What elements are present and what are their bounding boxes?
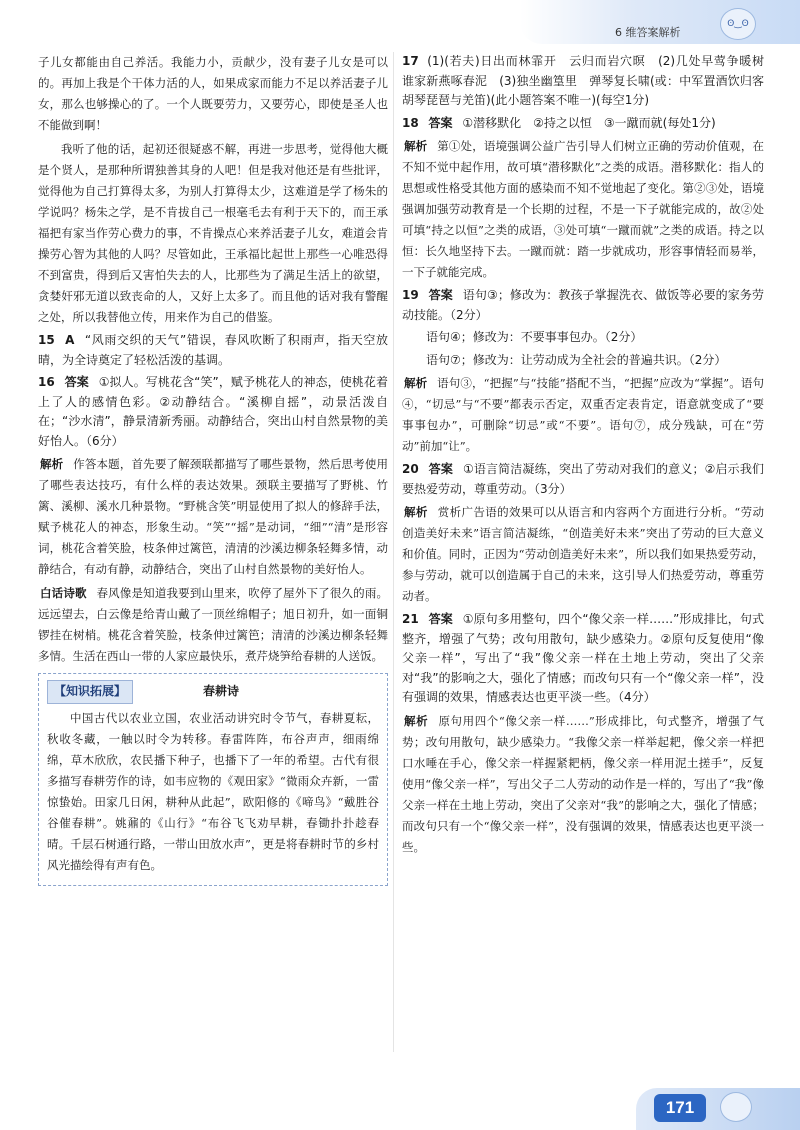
answer-line-3: 语句⑦；修改为：让劳动成为全社会的普遍共识。（2分） xyxy=(426,352,727,367)
question-17 xyxy=(402,52,777,111)
analysis-text: 赏析广告语的效果可以从语言和内容两个方面进行分析。“劳动创造美好未来”语言简洁凝练，“创造美好未来”突出了劳动的巨大意义和价值。同时，正因为“劳动创造美好未来”，所以我们如果热爱劳动，参与劳动，就可以创造属于自己的未来，这引导人们热爱劳动，尊重劳动者。 xyxy=(402,505,764,603)
question-19 xyxy=(402,286,764,325)
question-18 xyxy=(402,114,764,134)
question-16 xyxy=(38,373,388,451)
analysis-tag: 解析 xyxy=(404,376,428,390)
knowledge-tag: 【知识拓展】 xyxy=(47,680,133,704)
right-column xyxy=(402,52,777,861)
question-number: 17 xyxy=(402,54,419,68)
answer-tag: 答案 xyxy=(428,288,453,302)
analysis-text: 原句用四个“像父亲一样……”形成排比，句式整齐，增强了气势；改句用散句，缺少感染力。“我像父亲一样举起耙，像父亲一样把口水唾在手心，像父亲一样握紧耙柄，像父亲一样用泥土搓手”，反复使用“像父亲一样”，写出父子二人劳动的动作是一样的，写出了“我”像父亲一样在土地上劳动，突出了父亲对“我”的影响之大，强化了情感；而改句只有一个“像父亲一样”，没有强调的效果，情感表达也更平淡一些。 xyxy=(402,713,764,854)
answer-tag: 答案 xyxy=(64,375,89,389)
question-text: ①潜移默化 ②持之以恒 ③一蹴而就(每处1分) xyxy=(462,115,716,130)
answer-tag: 答案 xyxy=(428,612,453,626)
question-text: (1)(若夫)日出而林霏开 云归而岩穴暝 (2)几处早莺争暖树 谁家新燕啄春泥 (3)独坐幽篁里 弹琴复长啸(或：中军置酒饮归客 胡琴琵琶与羌笛)(此小题答案不唯一)(每空1分) xyxy=(402,54,777,107)
question-number: 20 xyxy=(402,462,419,476)
analysis-text: 作答本题，首先要了解颈联都描写了哪些景物，然后思考使用了哪些表达技巧，有什么样的表达效果。颈联主要描写了野桃、竹篱、溪柳、溪水几种景物。“野桃含笑”明显使用了拟人的修辞手法，赋予桃花人的神态，形象生动。“笑”“摇”是动词，“细”“清”是形容词，桃花含着笑脸，枝条伸过篱笆，清清的沙溪边柳条轻舞多情，动静结合，有动有静，动静结合，突出了山村自然景物的美好怡人。 xyxy=(38,457,389,576)
question-21 xyxy=(402,610,764,708)
mascot-icon xyxy=(720,1092,752,1122)
analysis-20 xyxy=(402,502,764,607)
mascot-icon: ʘ‿ʘ xyxy=(720,8,756,40)
analysis-tag: 解析 xyxy=(404,713,429,728)
answer-tag: 答案 xyxy=(428,462,453,476)
question-text: ①原句多用整句，四个“像父亲一样……”形成排比，句式整齐，增强了气势；改句用散句，缺少感染力。②原句反复使用“像父亲一样”，写出了“我”像父亲一样在土地上劳动，突出了父亲对“我”的影响之大，强化了情感；而改句只有一个“像父亲一样”，没有强调的效果，情感表达也更平淡一些。（4分） xyxy=(402,612,764,704)
vernacular-text: 春风像是知道我要到山里来，吹停了屋外下了很久的雨。远远望去，白云像是给青山戴了一顶丝绵帽子；旭日初升，如一面铜锣挂在树梢。桃花含着笑脸，枝条伸过篱笆；清清的沙溪边柳条轻舞多情。生活在西山一带的人家应最快乐，煮芹烧笋给春耕的人送饭。 xyxy=(38,586,389,663)
header-label: 6 维答案解析 xyxy=(615,26,681,39)
vernacular-poem xyxy=(38,583,388,667)
question-15 xyxy=(38,331,388,370)
column-divider xyxy=(393,52,394,1052)
analysis-text: 语句③，“把握”与“技能”搭配不当，“把握”应改为“掌握”。语句④，“切忌”与“不要”都表示否定，双重否定表肯定，语意就变成了“要事事包办”，可删除“切忌”或“不要”。语句⑦，成分残缺，可在“劳动”前加“让”。 xyxy=(402,376,765,453)
question-text: ①拟人。写桃花含“笑”，赋予桃花人的神态，使桃花着上了人的感情色彩。②动静结合。“溪柳自摇”，动景活泼自在；“沙水清”，静景清新秀丽。动静结合，突出山村自然景物的美好怡人。（6分） xyxy=(38,375,388,448)
answer-line-1: 语句③；修改为：教孩子掌握洗衣、做饭等必要的家务劳动技能。（2分） xyxy=(402,288,764,322)
question-number: 19 xyxy=(402,288,419,302)
question-number: 18 xyxy=(402,115,419,130)
analysis-tag: 解析 xyxy=(404,505,428,519)
knowledge-box xyxy=(38,673,388,886)
analysis-tag: 解析 xyxy=(404,139,428,153)
analysis-18 xyxy=(402,136,764,283)
analysis-text: 第①处，语境强调公益广告引导人们树立正确的劳动价值观，在不知不觉中起作用，故可填“潜移默化”之类的成语。潜移默化：指人的思想或性格受其他方面的感染而不知不觉地起了变化。第②③处，语境强调加强劳动教育是一个长期的过程，不是一下子就能完成的，故②处可填“持之以恒”之类的成语，③处可填“一蹴而就”之类的成语。持之以恒：长久地坚持下去。一蹴而就：踏一步就成功，形容事情轻而易举，一下子就能完成。 xyxy=(402,139,765,279)
left-column xyxy=(38,52,388,886)
question-20 xyxy=(402,460,764,499)
analysis-tag: 解析 xyxy=(40,457,64,471)
analysis-16 xyxy=(38,454,388,580)
question-number: 21 xyxy=(402,612,419,626)
knowledge-title: 春耕诗 xyxy=(203,684,240,698)
question-number: 16 xyxy=(38,375,55,389)
translation-paragraph-2: 我听了他的话，起初还很疑惑不解，再进一步思考，觉得他大概是个贤人，是那种所谓独善其身的人吧！但是我对他还是有些批评，觉得他为自己打算得太多，为别人打算得太少，这难道是学了杨朱的学说吗？杨朱之学，是不肯拔自己一根毫毛去有利于天下的，而王承福把有家当作劳心费力的事，不肯操点心来养活妻子儿女，难道会肯操劳心智为其他的人吗？尽管如此，王承福比起世上那些一心唯恐得不到富贵，得到后又害怕失去的人，比那些为了满足生活上的欲望，贪婪奸邪无道以致丧命的人，又好上太多了。而且他的话对我有警醒之处，所以我替他立传，用来作为自己的借鉴。 xyxy=(38,142,388,324)
analysis-21 xyxy=(402,711,764,858)
question-number: 15 xyxy=(38,333,55,347)
knowledge-box-header xyxy=(47,680,379,704)
page-number: 171 xyxy=(654,1094,706,1122)
analysis-19 xyxy=(402,373,764,457)
translation-paragraph-1: 子儿女都能由自己养活。我能力小，贡献少，没有妻子儿女是可以的。再加上我是个干体力活的人，如果成家而能力不足以养活妻子儿女，那么也够操心的了。一个人既要劳力，又要劳心，即使是圣人也不能做到啊！ xyxy=(38,55,388,132)
answer-tag: 答案 xyxy=(428,115,453,130)
vernacular-tag: 白话诗歌 xyxy=(40,586,87,600)
question-text: “风雨交织的天气”错误，春风吹断了积雨声，指天空放晴，为全诗奠定了轻松活泼的基调。 xyxy=(38,333,388,367)
question-text: ①语言简洁凝练，突出了劳动对我们的意义；②启示我们要热爱劳动，尊重劳动。（3分） xyxy=(402,462,764,496)
answer-letter: A xyxy=(65,333,75,347)
answer-line-2: 语句④；修改为：不要事事包办。（2分） xyxy=(426,330,643,344)
knowledge-text: 中国古代以农业立国，农业活动讲究时令节气，春耕夏耘，秋收冬藏，一触以时令为转移。春雷阵阵，布谷声声，细雨绵绵，草木欣欣，农民播下种子，也播下了一年的希望。古代有很多描写春耕劳作的诗，如韦应物的《观田家》“微雨众卉新，一雷惊蛰始。田家几日闲，耕种从此起”，欧阳修的《啼鸟》“戴胜谷谷催春耕”。姚鼐的《山行》“布谷飞飞劝早耕，春锄扑扑趁春晴。千层石树通行路，一带山田放水声”，更是将春耕时节的乡村风光描绘得有声有色。 xyxy=(47,710,379,872)
